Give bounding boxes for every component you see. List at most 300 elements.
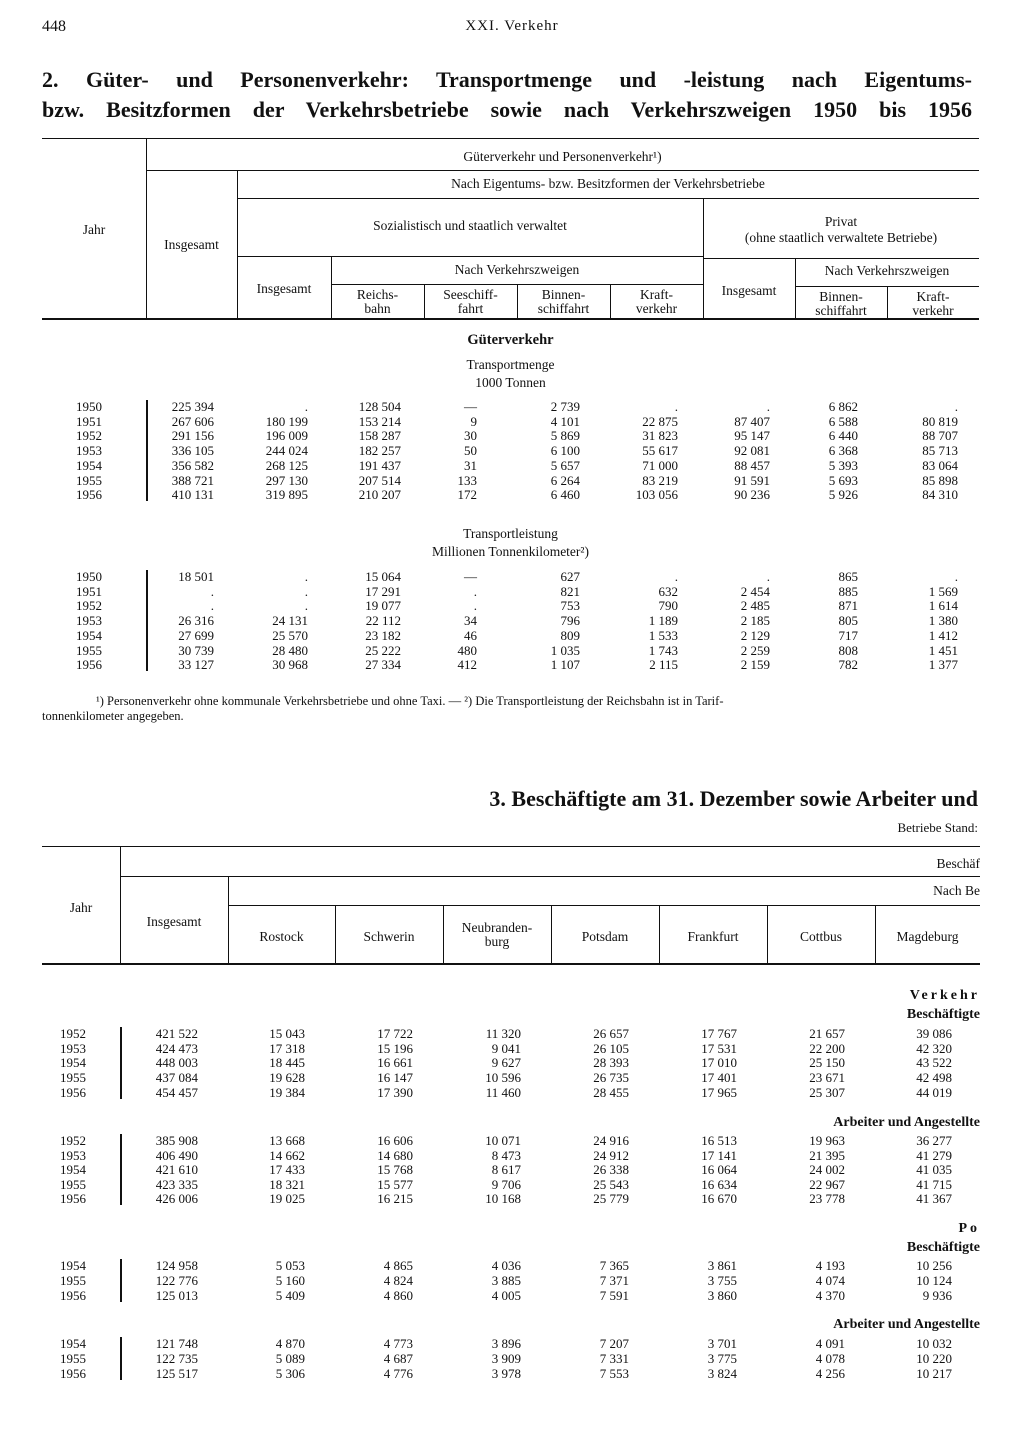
t3-head-neubrand-1: Neubranden- (461, 920, 533, 935)
table-row (0, 1162, 1024, 1177)
value-cell: 14 680 (377, 1147, 413, 1163)
value-cell: 10 032 (916, 1336, 952, 1351)
table-row (0, 443, 1024, 458)
value-cell: 11 460 (485, 1084, 521, 1100)
value-cell: 1 569 (928, 583, 958, 599)
table-row (0, 1041, 1024, 1056)
value-cell: 25 543 (593, 1176, 629, 1192)
year-cell: 1952 (60, 1133, 86, 1148)
value-cell: 17 531 (701, 1040, 737, 1056)
value-cell: . (473, 598, 477, 614)
table2-head-bottom-rule (42, 318, 979, 320)
value-cell: 297 130 (265, 472, 308, 488)
value-cell: 4 078 (815, 1351, 845, 1366)
year-cell: 1953 (60, 1040, 86, 1056)
value-cell: 5 657 (550, 457, 580, 473)
value-cell: 17 390 (377, 1084, 413, 1100)
value-cell: . (304, 598, 308, 614)
value-cell: 10 596 (485, 1070, 521, 1086)
value-cell: 5 693 (828, 472, 858, 488)
value-cell: 18 501 (178, 569, 214, 584)
t2-head-pbinnen-1: Binnen- (819, 289, 863, 304)
year-cell: 1955 (60, 1176, 86, 1192)
value-cell: 1 533 (648, 627, 678, 643)
table-row (0, 628, 1024, 643)
value-cell: 2 129 (740, 627, 770, 643)
value-cell: 15 768 (377, 1162, 413, 1177)
year-cell: 1955 (76, 642, 102, 658)
value-cell: 410 131 (171, 487, 214, 503)
value-cell: 4 074 (815, 1273, 845, 1288)
value-cell: 172 (457, 487, 477, 503)
value-cell: 196 009 (265, 428, 308, 444)
value-cell: 2 115 (649, 657, 678, 673)
value-cell: 16 606 (377, 1133, 413, 1148)
t2-head-seeschiff-1: Seeschiff- (443, 287, 498, 302)
table-row (0, 643, 1024, 658)
value-cell: 3 860 (707, 1288, 737, 1303)
value-cell: 16 670 (701, 1191, 737, 1206)
table-row (0, 1085, 1024, 1100)
t2-head-sozialistisch: Sozialistisch und staatlich verwaltet (373, 218, 567, 233)
t2-head-pkraft-1: Kraft- (916, 289, 950, 304)
t2-head-top: Güterverkehr und Personenverkehr¹) (463, 149, 662, 164)
value-cell: 17 767 (701, 1026, 737, 1041)
value-cell: 80 819 (922, 413, 958, 429)
year-cell: 1956 (76, 487, 102, 503)
t3-head-rostock: Rostock (259, 929, 304, 944)
value-cell: 3 775 (707, 1351, 737, 1366)
value-cell: 4 256 (815, 1366, 845, 1381)
value-cell: 15 196 (377, 1040, 413, 1056)
value-cell: . (210, 583, 214, 599)
value-cell: 9 936 (922, 1288, 952, 1303)
value-cell: 95 147 (734, 428, 770, 444)
value-cell: 103 056 (635, 487, 678, 503)
t2-head-pbinnen-2: schiffahrt (815, 303, 867, 318)
value-cell: 24 912 (593, 1147, 629, 1163)
value-cell: 5 926 (828, 487, 858, 503)
value-cell: 448 003 (155, 1055, 198, 1071)
value-cell: 11 320 (485, 1026, 521, 1041)
t2-head-jahr: Jahr (82, 222, 106, 237)
value-cell: 4 101 (550, 413, 580, 429)
value-cell: 1 743 (648, 642, 678, 658)
value-cell: . (674, 569, 678, 584)
t3-section-p-arbeiter: Arbeiter und Angestellte (833, 1317, 980, 1332)
value-cell: 31 (464, 457, 477, 473)
value-cell: — (464, 569, 477, 584)
t2-head-pkraft-2: verkehr (912, 303, 954, 318)
value-cell: 15 043 (269, 1026, 305, 1041)
value-cell: . (954, 399, 958, 414)
value-cell: 83 064 (922, 457, 958, 473)
value-cell: 16 634 (701, 1176, 737, 1192)
value-cell: 23 182 (365, 627, 401, 643)
value-cell: 39 086 (916, 1026, 952, 1041)
value-cell: 3 861 (707, 1258, 737, 1273)
value-cell: . (210, 598, 214, 614)
value-cell: 28 480 (272, 642, 308, 658)
value-cell: 2 159 (740, 657, 770, 673)
table-row (0, 1351, 1024, 1366)
value-cell: 480 (457, 642, 477, 658)
table-row (0, 1055, 1024, 1070)
value-cell: 268 125 (265, 457, 308, 473)
chapter-header: XXI. Verkehr (465, 18, 559, 34)
value-cell: 122 735 (155, 1351, 198, 1366)
table-row (0, 1133, 1024, 1148)
value-cell: 24 916 (593, 1133, 629, 1148)
table-row (0, 473, 1024, 488)
value-cell: 356 582 (171, 457, 214, 473)
value-cell: 41 367 (916, 1191, 952, 1206)
year-cell: 1956 (60, 1084, 86, 1100)
value-cell: 4 776 (383, 1366, 413, 1381)
value-cell: 91 591 (734, 472, 770, 488)
value-cell: 1 614 (928, 598, 958, 614)
value-cell: 3 896 (491, 1336, 521, 1351)
table2-title-line1: 2. Güter- und Personenverkehr: Transportmenge und -leistung nach Eigentums- (42, 67, 972, 92)
t2-head-verkehrszweige: Nach Verkehrszweigen (454, 262, 580, 277)
t2-head-privat-2: (ohne staatlich verwaltete Betriebe) (744, 230, 938, 245)
value-cell: 41 035 (916, 1162, 952, 1177)
value-cell: 1 451 (928, 642, 958, 658)
year-cell: 1953 (76, 613, 102, 629)
year-cell: 1952 (76, 598, 102, 614)
t2-head-soz-insgesamt: Insgesamt (256, 281, 312, 296)
value-cell: 821 (560, 583, 580, 599)
value-cell: 424 473 (155, 1040, 198, 1056)
value-cell: 412 (457, 657, 477, 673)
value-cell: 406 490 (155, 1147, 198, 1163)
value-cell: 191 437 (358, 457, 401, 473)
value-cell: 26 657 (593, 1026, 629, 1041)
year-cell: 1954 (76, 457, 102, 473)
value-cell: 871 (838, 598, 858, 614)
year-cell: 1953 (60, 1147, 86, 1163)
value-cell: 55 617 (642, 443, 678, 459)
value-cell: 34 (464, 613, 477, 629)
value-cell: 10 220 (916, 1351, 952, 1366)
value-cell: 426 006 (155, 1191, 198, 1206)
value-cell: 44 019 (916, 1084, 952, 1100)
t2-block1-title: Transportmenge (466, 357, 555, 372)
value-cell: 17 401 (701, 1070, 737, 1086)
value-cell: 24 131 (272, 613, 308, 629)
value-cell: 4 773 (383, 1336, 413, 1351)
value-cell: 122 776 (155, 1273, 198, 1288)
value-cell: 25 570 (272, 627, 308, 643)
t3-head-frankfurt: Frankfurt (687, 929, 739, 944)
table3-vrule-year (120, 846, 121, 964)
value-cell: 4 860 (383, 1288, 413, 1303)
value-cell: 30 739 (178, 642, 214, 658)
t2-footnote-line2: tonnenkilometer angegeben. (42, 709, 184, 723)
value-cell: 7 331 (599, 1351, 629, 1366)
table2-top-rule (42, 138, 979, 139)
value-cell: . (954, 569, 958, 584)
value-cell: . (304, 399, 308, 414)
value-cell: 22 112 (365, 613, 401, 629)
value-cell: 7 371 (599, 1273, 629, 1288)
value-cell: 16 661 (377, 1055, 413, 1071)
t2-head-kraft-1: Kraft- (640, 287, 673, 302)
value-cell: 3 824 (707, 1366, 737, 1381)
value-cell: 10 256 (916, 1258, 952, 1273)
value-cell: . (674, 399, 678, 414)
t3-head-schwerin: Schwerin (363, 929, 415, 944)
value-cell: 717 (838, 627, 858, 643)
value-cell: 865 (838, 569, 858, 584)
value-cell: 385 908 (155, 1133, 198, 1148)
value-cell: 17 722 (377, 1026, 413, 1041)
year-cell: 1954 (76, 627, 102, 643)
value-cell: 16 215 (377, 1191, 413, 1206)
t2-head-priv-verkehrszweige: Nach Verkehrszweigen (824, 263, 950, 278)
value-cell: 25 222 (365, 642, 401, 658)
value-cell: 2 259 (740, 642, 770, 658)
year-cell: 1950 (76, 569, 102, 584)
value-cell: 22 875 (642, 413, 678, 429)
value-cell: 10 217 (916, 1366, 952, 1381)
t3-head-jahr: Jahr (69, 900, 93, 915)
value-cell: 180 199 (265, 413, 308, 429)
value-cell: 43 522 (916, 1055, 952, 1071)
year-cell: 1954 (60, 1055, 86, 1071)
value-cell: 26 105 (593, 1040, 629, 1056)
value-cell: 454 457 (155, 1084, 198, 1100)
t2-head-reichsbahn-1: Reichs- (356, 287, 399, 302)
year-cell: 1951 (76, 413, 102, 429)
table-row (0, 399, 1024, 414)
table-row (0, 1366, 1024, 1381)
value-cell: 6 862 (828, 399, 858, 414)
table-row (0, 1026, 1024, 1041)
year-cell: 1956 (60, 1366, 86, 1381)
value-cell: 885 (838, 583, 858, 599)
value-cell: 8 473 (491, 1147, 521, 1163)
year-cell: 1953 (76, 443, 102, 459)
table2-rule-3 (237, 256, 703, 257)
t3-head-nach: Nach Be (933, 883, 980, 898)
page-number: 448 (42, 18, 66, 35)
year-cell: 1955 (60, 1351, 86, 1366)
t3-head-magdeburg: Magdeburg (896, 929, 959, 944)
table-row (0, 458, 1024, 473)
t3-section-p-beschaeftigte: Beschäftigte (906, 1240, 980, 1255)
value-cell: 30 (464, 428, 477, 444)
table3-rule-2 (228, 905, 980, 906)
value-cell: 10 124 (916, 1273, 952, 1288)
value-cell: 4 005 (491, 1288, 521, 1303)
value-cell: 3 701 (707, 1336, 737, 1351)
value-cell: 85 898 (922, 472, 958, 488)
value-cell: 2 485 (740, 598, 770, 614)
value-cell: 4 865 (383, 1258, 413, 1273)
value-cell: 23 671 (809, 1070, 845, 1086)
value-cell: 5 053 (275, 1258, 305, 1273)
year-cell: 1954 (60, 1162, 86, 1177)
value-cell: 1 189 (648, 613, 678, 629)
value-cell: 25 307 (809, 1084, 845, 1100)
value-cell: 84 310 (922, 487, 958, 503)
value-cell: 83 219 (642, 472, 678, 488)
value-cell: 267 606 (171, 413, 214, 429)
value-cell: 17 965 (701, 1084, 737, 1100)
value-cell: 808 (838, 642, 858, 658)
value-cell: 19 077 (365, 598, 401, 614)
table2-vrule-year (146, 138, 147, 318)
year-cell: 1954 (60, 1336, 86, 1351)
value-cell: 207 514 (358, 472, 401, 488)
table2-rule-1 (146, 170, 979, 171)
value-cell: 15 064 (365, 569, 401, 584)
table-row (0, 598, 1024, 613)
value-cell: 1 412 (928, 627, 958, 643)
t2-head-binnen-2: schiffahrt (537, 301, 590, 316)
value-cell: 5 306 (275, 1366, 305, 1381)
year-cell: 1955 (60, 1273, 86, 1288)
value-cell: 10 168 (485, 1191, 521, 1206)
value-cell: 18 321 (269, 1176, 305, 1192)
table-row (0, 428, 1024, 443)
value-cell: . (304, 569, 308, 584)
value-cell: 15 577 (377, 1176, 413, 1192)
value-cell: 125 013 (155, 1288, 198, 1303)
t2-head-kraft-2: verkehr (635, 301, 678, 316)
value-cell: 2 185 (740, 613, 770, 629)
value-cell: 25 150 (809, 1055, 845, 1071)
value-cell: 46 (464, 627, 477, 643)
value-cell: 4 036 (491, 1258, 521, 1273)
year-separator-rule (146, 570, 148, 671)
t3-section-verkehr: Verkehr (909, 988, 980, 1003)
value-cell: 22 967 (809, 1176, 845, 1192)
year-separator-rule (120, 1027, 122, 1099)
value-cell: 21 395 (809, 1147, 845, 1163)
value-cell: 4 687 (383, 1351, 413, 1366)
t3-section-v-beschaeftigte: Beschäftigte (906, 1007, 980, 1022)
value-cell: 92 081 (734, 443, 770, 459)
value-cell: 16 064 (701, 1162, 737, 1177)
year-cell: 1952 (60, 1026, 86, 1041)
year-cell: 1955 (76, 472, 102, 488)
value-cell: 25 779 (593, 1191, 629, 1206)
value-cell: — (464, 399, 477, 414)
year-cell: 1956 (60, 1288, 86, 1303)
table-row (0, 414, 1024, 429)
t2-head-binnen-1: Binnen- (541, 287, 586, 302)
value-cell: 13 668 (269, 1133, 305, 1148)
value-cell: 22 200 (809, 1040, 845, 1056)
value-cell: 421 610 (155, 1162, 198, 1177)
value-cell: 128 504 (358, 399, 401, 414)
t3-head-besch: Beschäf (936, 856, 980, 871)
value-cell: 5 409 (275, 1288, 305, 1303)
value-cell: 182 257 (358, 443, 401, 459)
value-cell: 210 207 (358, 487, 401, 503)
value-cell: 3 978 (491, 1366, 521, 1381)
table-row (0, 1258, 1024, 1273)
value-cell: 124 958 (155, 1258, 198, 1273)
value-cell: 71 000 (642, 457, 678, 473)
t2-block1-unit: 1000 Tonnen (475, 375, 546, 390)
table-row (0, 487, 1024, 502)
value-cell: 437 084 (155, 1070, 198, 1086)
year-cell: 1951 (76, 583, 102, 599)
t3-head-insgesamt: Insgesamt (146, 914, 202, 929)
value-cell: 782 (838, 657, 858, 673)
value-cell: 5 869 (550, 428, 580, 444)
value-cell: 1 107 (550, 657, 580, 673)
value-cell: 27 334 (365, 657, 401, 673)
value-cell: 632 (658, 583, 678, 599)
value-cell: 9 (470, 413, 477, 429)
value-cell: 90 236 (734, 487, 770, 503)
table3-head-bottom-rule (42, 963, 980, 965)
table-row (0, 584, 1024, 599)
value-cell: 9 706 (491, 1176, 521, 1192)
value-cell: 18 445 (269, 1055, 305, 1071)
value-cell: 24 002 (809, 1162, 845, 1177)
table2-rule-2 (237, 198, 979, 199)
value-cell: 36 277 (916, 1133, 952, 1148)
value-cell: 627 (560, 569, 580, 584)
table2-rule-3b (703, 258, 979, 259)
value-cell: 19 384 (269, 1084, 305, 1100)
value-cell: 6 440 (828, 428, 858, 444)
t2-head-seeschiff-2: fahrt (457, 301, 484, 316)
value-cell: 7 365 (599, 1258, 629, 1273)
table3-rule-1 (120, 876, 980, 877)
value-cell: 421 522 (155, 1026, 198, 1041)
year-cell: 1956 (76, 657, 102, 673)
value-cell: 244 024 (265, 443, 308, 459)
year-cell: 1956 (60, 1191, 86, 1206)
t2-block2-unit: Millionen Tonnenkilometer²) (432, 544, 589, 559)
value-cell: 87 407 (734, 413, 770, 429)
value-cell: 1 035 (550, 642, 580, 658)
value-cell: 3 755 (707, 1273, 737, 1288)
value-cell: 16 513 (701, 1133, 737, 1148)
year-cell: 1955 (60, 1070, 86, 1086)
table-row (0, 569, 1024, 584)
value-cell: 41 279 (916, 1147, 952, 1163)
table-row (0, 1070, 1024, 1085)
value-cell: 10 071 (485, 1133, 521, 1148)
value-cell: 5 393 (828, 457, 858, 473)
value-cell: 6 264 (550, 472, 580, 488)
value-cell: 1 380 (928, 613, 958, 629)
value-cell: 809 (560, 627, 580, 643)
value-cell: 21 657 (809, 1026, 845, 1041)
year-cell: 1950 (76, 399, 102, 414)
value-cell: 336 105 (171, 443, 214, 459)
value-cell: 33 127 (178, 657, 214, 673)
t2-head-eigentum: Nach Eigentums- bzw. Besitzformen der Verkehrsbetriebe (451, 176, 765, 191)
value-cell: 42 320 (916, 1040, 952, 1056)
value-cell: 6 100 (550, 443, 580, 459)
value-cell: . (766, 569, 770, 584)
value-cell: 17 318 (269, 1040, 305, 1056)
t2-section-gueterverkehr: Güterverkehr (467, 332, 554, 348)
value-cell: 27 699 (178, 627, 214, 643)
value-cell: 23 778 (809, 1191, 845, 1206)
value-cell: 158 287 (358, 428, 401, 444)
t3-head-potsdam: Potsdam (581, 929, 629, 944)
value-cell: 4 091 (815, 1336, 845, 1351)
